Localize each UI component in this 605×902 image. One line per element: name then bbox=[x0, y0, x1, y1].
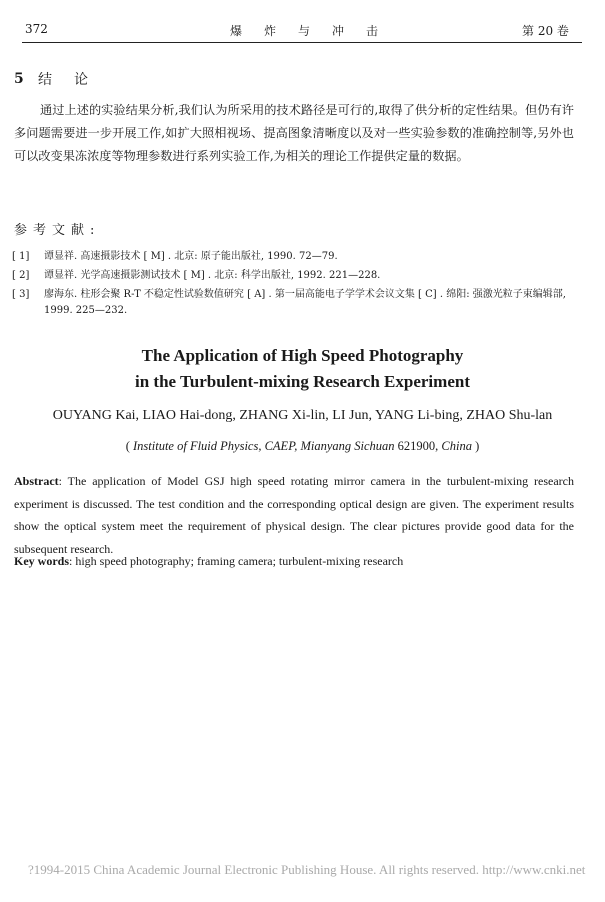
reference-text: 谭显祥. 光学高速摄影测试技术 [ M] . 北京: 科学出版社, 1992. 221—228. bbox=[44, 270, 381, 281]
english-title-line1: The Application of High Speed Photography bbox=[141, 346, 464, 365]
english-affiliation bbox=[0, 439, 605, 454]
abstract-text: : The application of Model GSJ high speed rotating mirror camera in the turbulent-mixing research experiment is discussed. The test condition and the corresponding optical design are given. The experiment results show the optical system meet the requirement of physical design. The clear pictures provide good data for the subsequent research. bbox=[14, 474, 574, 556]
section-number: 5 bbox=[14, 71, 24, 87]
english-keywords bbox=[14, 554, 574, 569]
keywords-text: : high speed photography; framing camera; turbulent-mixing research bbox=[69, 554, 404, 568]
english-abstract bbox=[14, 470, 574, 560]
references-heading: 参考文献: bbox=[14, 223, 101, 238]
copyright-footer: ?1994-2015 China Academic Journal Electronic Publishing House. All rights reserved. http://www.cnki.net bbox=[28, 862, 586, 877]
affiliation-country: China bbox=[441, 439, 472, 453]
conclusion-paragraph: 通过上述的实验结果分析,我们认为所采用的技术路径是可行的,取得了供分析的定性结果。但仍有许多问题需要进一步开展工作,如扩大照相视场、提高图象清晰度以及对一些实验参数的准确控制等,另外也可以改变果冻浓度等物理参数进行系列实验工作,为相关的理论工作提供定量的数据。 bbox=[14, 103, 574, 163]
affiliation-postcode: 621900, bbox=[394, 439, 442, 453]
affiliation-close-paren: ) bbox=[471, 439, 480, 453]
header-divider bbox=[22, 42, 582, 43]
keywords-label: Key words bbox=[14, 554, 69, 568]
journal-name: 爆炸与冲击 bbox=[230, 24, 401, 38]
abstract-label: Abstract bbox=[14, 474, 59, 488]
page-number: 372 bbox=[25, 22, 48, 36]
affiliation-institute: Institute of Fluid Physics, CAEP, Mianyang Sichuan bbox=[133, 439, 395, 453]
reference-number: [ 3] bbox=[12, 289, 30, 300]
volume-label: 第 20 卷 bbox=[522, 24, 569, 38]
english-title-line2: in the Turbulent-mixing Research Experiment bbox=[135, 372, 470, 391]
affiliation-open-paren: ( bbox=[125, 439, 133, 453]
reference-text: 谭显祥. 高速摄影技术 [ M] . 北京: 原子能出版社, 1990. 72—79. bbox=[44, 251, 338, 262]
reference-text: 廖海东. 柱形会聚 R-T 不稳定性试验数值研究 [ A] . 第一届高能电子学学术会议文集 [ C] . 绵阳: 强激光粒子束编辑部, 1999. 225—232. bbox=[44, 289, 566, 316]
english-authors: OUYANG Kai, LIAO Hai-dong, ZHANG Xi-lin, LI Jun, YANG Li-bing, ZHAO Shu-lan bbox=[52, 408, 553, 423]
reference-number: [ 1] bbox=[12, 251, 30, 262]
reference-number: [ 2] bbox=[12, 270, 30, 281]
section-title: 结论 bbox=[38, 72, 110, 88]
